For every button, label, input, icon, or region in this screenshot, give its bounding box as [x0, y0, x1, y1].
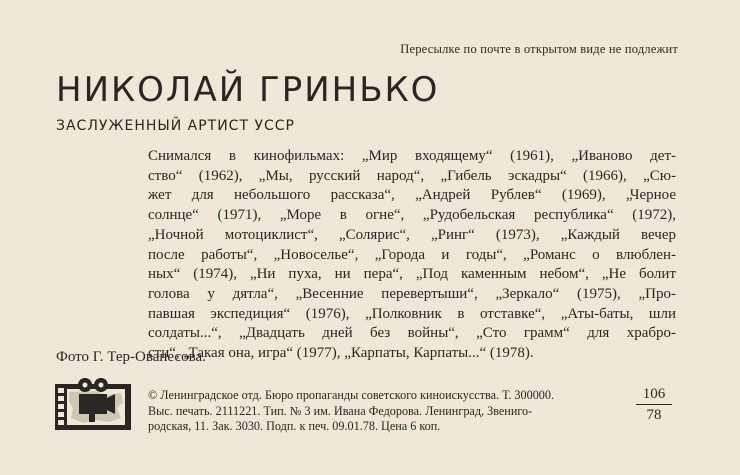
bio-line: Снимался в кинофильмах: „Мир входящему“ (1961), „Иваново дет-	[148, 148, 676, 164]
card-number-bottom: 78	[646, 407, 662, 423]
card-number-top: 106	[642, 386, 666, 402]
film-camera-logo-icon	[55, 378, 131, 430]
imprint-text	[148, 388, 626, 435]
card-number-divider	[636, 404, 672, 405]
bio-line: солнце“ (1971), „Море в огне“, „Рудобельская республика“ (1972),	[148, 207, 676, 224]
bio-line: ство“ (1962), „Мы, русский народ“, „Гибель эскадры“ (1966), „Сю-	[148, 167, 676, 184]
bio-line: павшая экспедиция“ (1976), „Полковник в отставке“, „Аты-баты, шли	[148, 305, 676, 322]
imprint-line: © Ленинградское отд. Бюро пропаганды советского киноискусства. Т. 300000.	[148, 388, 555, 402]
actor-name: НИКОЛАЙ ГРИНЬКО	[56, 70, 440, 110]
bio-line: солдаты...“, „Двадцать дней без войны“, „Сто грамм“ для храбро-	[148, 325, 676, 342]
bio-line: „Ночной мотоциклист“, „Солярис“, „Ринг“ (1973), „Каждый вечер	[148, 226, 676, 243]
filmography-text	[148, 147, 676, 364]
mailing-notice: Пересылке по почте в открытом виде не подлежит	[400, 42, 678, 56]
actor-title: ЗАСЛУЖЕННЫЙ АРТИСТ УССР	[56, 118, 295, 134]
imprint-line: родская, 11. Зак. 3030. Подп. к печ. 09.01.78. Цена 6 коп.	[148, 419, 441, 433]
photo-credit: Фото Г. Тер-Ованесова.	[56, 349, 206, 365]
card-number	[636, 386, 672, 424]
bio-line: жет для небольшого рассказа“, „Андрей Рублев“ (1969), „Черное	[148, 187, 676, 204]
imprint-line: Выс. печать. 2111221. Тип. № 3 им. Ивана Федорова. Ленинград, Звениго-	[148, 403, 533, 418]
bio-line: после работы“, „Новоселье“, „Города и годы“, „Романс о влюблен-	[148, 246, 676, 263]
bio-line: сти“, „Такая она, игра“ (1977), „Карпаты, Карпаты...“ (1978).	[148, 345, 534, 362]
bio-line: голова у дятла“, „Весенние перевертыши“, „Зеркало“ (1975), „Про-	[148, 285, 676, 302]
bio-line: ных“ (1974), „Ни пуха, ни пера“, „Под каменным небом“, „Не болит	[148, 266, 676, 283]
